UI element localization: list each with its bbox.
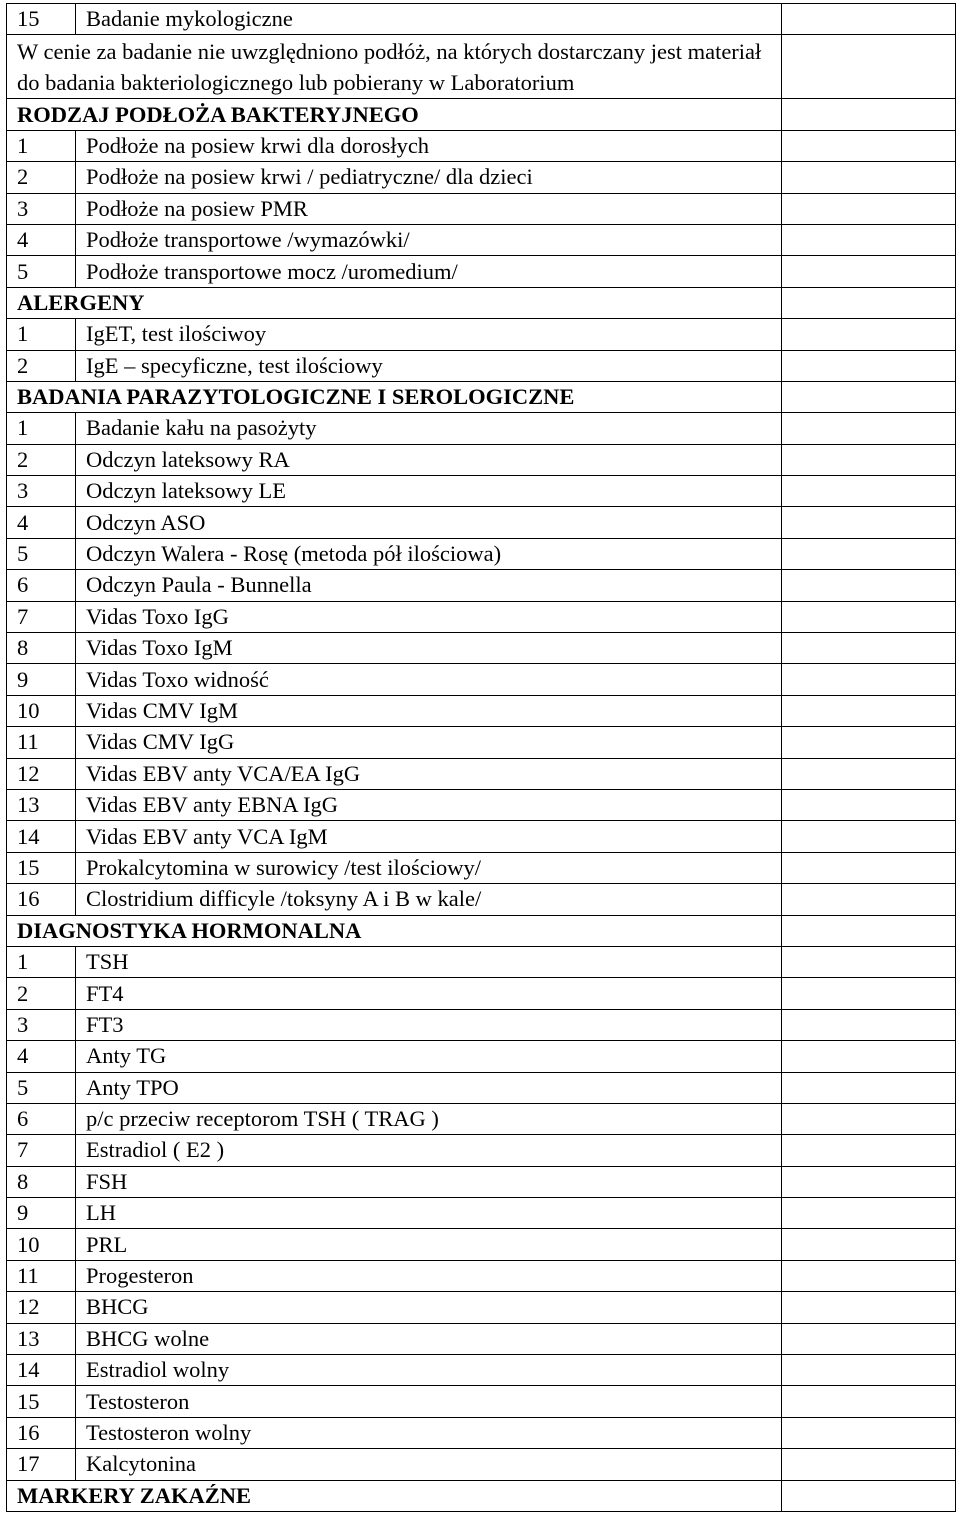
table-row (7, 538, 956, 569)
row-value-cell (782, 476, 956, 507)
row-name: Podłoże transportowe /wymazówki/ (76, 224, 782, 255)
row-value-cell (782, 852, 956, 883)
table-row (7, 1292, 956, 1323)
row-value-cell (782, 1480, 956, 1511)
section-title: BADANIA PARAZYTOLOGICZNE I SEROLOGICZNE (7, 381, 782, 412)
row-name: Progesteron (76, 1260, 782, 1291)
row-name: Estradiol wolny (76, 1355, 782, 1386)
row-name: Odczyn Paula - Bunnella (76, 570, 782, 601)
row-value-cell (782, 444, 956, 475)
section-title: RODZAJ PODŁOŻA BAKTERYJNEGO (7, 99, 782, 130)
note-text: W cenie za badanie nie uwzględniono podłóż, na których dostarczany jest materiał do badania bakteriologicznego lub pobierany w Laboratorium (7, 35, 782, 99)
table-row (7, 350, 956, 381)
row-name: Vidas CMV IgG (76, 727, 782, 758)
row-number: 1 (7, 130, 76, 161)
row-number: 5 (7, 256, 76, 287)
row-value-cell (782, 1386, 956, 1417)
section-header-row (7, 99, 956, 130)
row-number: 7 (7, 1135, 76, 1166)
row-number: 5 (7, 1072, 76, 1103)
row-name: Vidas Toxo IgG (76, 601, 782, 632)
row-value-cell (782, 1166, 956, 1197)
row-value-cell (782, 99, 956, 130)
row-value-cell (782, 727, 956, 758)
row-name: Odczyn lateksowy LE (76, 476, 782, 507)
row-number: 2 (7, 162, 76, 193)
table-row (7, 130, 956, 161)
row-value-cell (782, 1323, 956, 1354)
row-name: Badanie kału na pasożyty (76, 413, 782, 444)
row-number: 12 (7, 1292, 76, 1323)
row-number: 14 (7, 821, 76, 852)
table-row (7, 884, 956, 915)
row-value-cell (782, 1103, 956, 1134)
row-number: 3 (7, 1009, 76, 1040)
row-number: 2 (7, 444, 76, 475)
table-row (7, 978, 956, 1009)
row-value-cell (782, 821, 956, 852)
row-value-cell (782, 1355, 956, 1386)
row-value-cell (782, 1198, 956, 1229)
row-number: 13 (7, 1323, 76, 1354)
row-name: Vidas EBV anty VCA IgM (76, 821, 782, 852)
table-row (7, 1103, 956, 1134)
row-name: PRL (76, 1229, 782, 1260)
row-name: Anty TG (76, 1041, 782, 1072)
row-number: 3 (7, 476, 76, 507)
row-value-cell (782, 1260, 956, 1291)
row-number: 17 (7, 1449, 76, 1480)
table-row (7, 758, 956, 789)
table-row (7, 1386, 956, 1417)
price-list-table (6, 3, 956, 1512)
table-row (7, 476, 956, 507)
row-number: 1 (7, 319, 76, 350)
row-value-cell (782, 946, 956, 977)
row-value-cell (782, 381, 956, 412)
section-title: ALERGENY (7, 287, 782, 318)
table-row (7, 4, 956, 35)
row-number: 16 (7, 884, 76, 915)
row-name: Estradiol ( E2 ) (76, 1135, 782, 1166)
table-row (7, 664, 956, 695)
row-value-cell (782, 1292, 956, 1323)
row-value-cell (782, 35, 956, 99)
table-row (7, 570, 956, 601)
row-name: Podłoże transportowe mocz /uromedium/ (76, 256, 782, 287)
row-name: Kalcytonina (76, 1449, 782, 1480)
row-name: LH (76, 1198, 782, 1229)
table-row (7, 256, 956, 287)
row-name: TSH (76, 946, 782, 977)
row-number: 6 (7, 570, 76, 601)
row-name: BHCG wolne (76, 1323, 782, 1354)
row-name: Testosteron (76, 1386, 782, 1417)
row-name: FSH (76, 1166, 782, 1197)
row-value-cell (782, 224, 956, 255)
table-row (7, 193, 956, 224)
row-name: BHCG (76, 1292, 782, 1323)
row-name: Anty TPO (76, 1072, 782, 1103)
row-number: 4 (7, 224, 76, 255)
table-row (7, 1417, 956, 1448)
row-value-cell (782, 695, 956, 726)
row-value-cell (782, 758, 956, 789)
row-value-cell (782, 413, 956, 444)
row-name: Clostridium difficyle /toksyny A i B w kale/ (76, 884, 782, 915)
row-name: Vidas Toxo IgM (76, 633, 782, 664)
row-value-cell (782, 162, 956, 193)
row-name: Vidas EBV anty EBNA IgG (76, 789, 782, 820)
row-value-cell (782, 601, 956, 632)
row-value-cell (782, 789, 956, 820)
row-number: 15 (7, 852, 76, 883)
table-row (7, 1229, 956, 1260)
table-row (7, 1072, 956, 1103)
row-value-cell (782, 256, 956, 287)
table-row (7, 633, 956, 664)
row-value-cell (782, 978, 956, 1009)
row-name: Vidas CMV IgM (76, 695, 782, 726)
row-number: 4 (7, 1041, 76, 1072)
table-row (7, 1323, 956, 1354)
row-number: 8 (7, 1166, 76, 1197)
row-name: Podłoże na posiew krwi dla dorosłych (76, 130, 782, 161)
row-name: Odczyn ASO (76, 507, 782, 538)
section-header-row (7, 915, 956, 946)
row-number: 7 (7, 601, 76, 632)
row-value-cell (782, 1072, 956, 1103)
table-row (7, 413, 956, 444)
row-value-cell (782, 1417, 956, 1448)
row-number: 4 (7, 507, 76, 538)
row-value-cell (782, 130, 956, 161)
table-row (7, 1260, 956, 1291)
table-body (7, 4, 956, 1512)
table-row (7, 1198, 956, 1229)
row-name: Podłoże na posiew PMR (76, 193, 782, 224)
row-number: 1 (7, 413, 76, 444)
row-number: 15 (7, 1386, 76, 1417)
row-number: 10 (7, 695, 76, 726)
row-value-cell (782, 1009, 956, 1040)
note-row (7, 35, 956, 99)
row-number: 12 (7, 758, 76, 789)
row-name: Odczyn Walera - Rosę (metoda pół ilościowa) (76, 538, 782, 569)
section-title: MARKERY ZAKAŹNE (7, 1480, 782, 1511)
table-row (7, 1355, 956, 1386)
row-number: 15 (7, 4, 76, 35)
table-row (7, 601, 956, 632)
row-value-cell (782, 1135, 956, 1166)
table-row (7, 821, 956, 852)
row-value-cell (782, 319, 956, 350)
row-name: Prokalcytomina w surowicy /test ilościowy/ (76, 852, 782, 883)
row-name: IgET, test ilościwoy (76, 319, 782, 350)
row-number: 9 (7, 664, 76, 695)
table-row (7, 946, 956, 977)
section-header-row (7, 287, 956, 318)
row-value-cell (782, 193, 956, 224)
table-row (7, 789, 956, 820)
row-value-cell (782, 884, 956, 915)
row-value-cell (782, 633, 956, 664)
table-row (7, 507, 956, 538)
row-name: Badanie mykologiczne (76, 4, 782, 35)
row-number: 10 (7, 1229, 76, 1260)
row-number: 3 (7, 193, 76, 224)
row-name: Testosteron wolny (76, 1417, 782, 1448)
row-value-cell (782, 287, 956, 318)
row-number: 11 (7, 1260, 76, 1291)
row-value-cell (782, 1449, 956, 1480)
table-row (7, 1009, 956, 1040)
row-name: FT3 (76, 1009, 782, 1040)
row-number: 13 (7, 789, 76, 820)
table-row (7, 695, 956, 726)
row-number: 16 (7, 1417, 76, 1448)
section-header-row (7, 1480, 956, 1511)
row-number: 9 (7, 1198, 76, 1229)
row-number: 1 (7, 946, 76, 977)
table-row (7, 852, 956, 883)
row-value-cell (782, 570, 956, 601)
row-name: Odczyn lateksowy RA (76, 444, 782, 475)
row-value-cell (782, 350, 956, 381)
row-name: FT4 (76, 978, 782, 1009)
row-number: 2 (7, 978, 76, 1009)
row-value-cell (782, 4, 956, 35)
table-row (7, 224, 956, 255)
row-value-cell (782, 538, 956, 569)
row-name: Vidas Toxo widność (76, 664, 782, 695)
table-row (7, 319, 956, 350)
row-name: IgE – specyficzne, test ilościowy (76, 350, 782, 381)
row-name: Podłoże na posiew krwi / pediatryczne/ dla dzieci (76, 162, 782, 193)
row-value-cell (782, 507, 956, 538)
row-number: 14 (7, 1355, 76, 1386)
table-row (7, 1166, 956, 1197)
row-number: 8 (7, 633, 76, 664)
row-number: 6 (7, 1103, 76, 1134)
row-name: Vidas EBV anty VCA/EA IgG (76, 758, 782, 789)
table-row (7, 1041, 956, 1072)
section-title: DIAGNOSTYKA HORMONALNA (7, 915, 782, 946)
table-row (7, 1135, 956, 1166)
table-row (7, 162, 956, 193)
table-row (7, 444, 956, 475)
row-value-cell (782, 915, 956, 946)
row-number: 11 (7, 727, 76, 758)
row-value-cell (782, 1041, 956, 1072)
table-row (7, 727, 956, 758)
row-number: 5 (7, 538, 76, 569)
row-name: p/c przeciw receptorom TSH ( TRAG ) (76, 1103, 782, 1134)
section-header-row (7, 381, 956, 412)
row-value-cell (782, 664, 956, 695)
row-number: 2 (7, 350, 76, 381)
row-value-cell (782, 1229, 956, 1260)
table-row (7, 1449, 956, 1480)
